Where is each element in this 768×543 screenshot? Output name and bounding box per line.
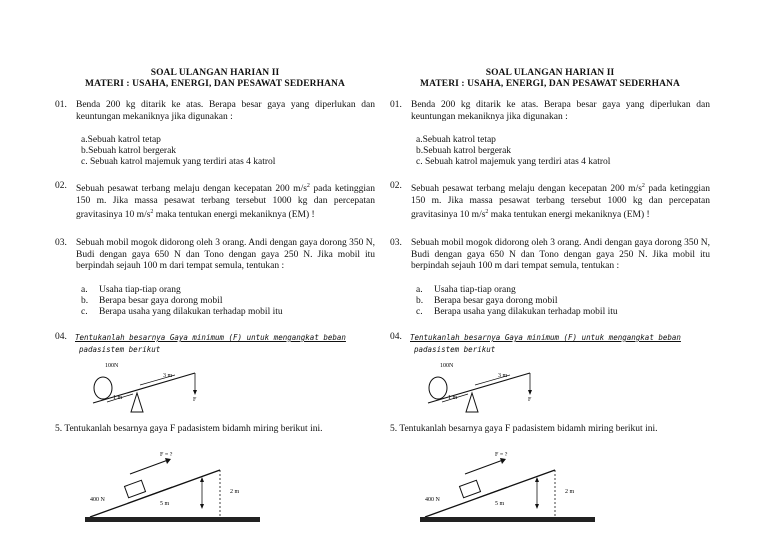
right-arm-label: 3 m <box>498 373 508 379</box>
length-label: 5 m <box>495 501 505 507</box>
option-letter: c. <box>81 307 88 317</box>
question-number: 03. <box>55 238 67 248</box>
ground-hatch <box>420 517 595 522</box>
question-number: 03. <box>390 238 402 248</box>
length-line <box>477 487 507 498</box>
question-3 <box>55 238 375 273</box>
arrow-head <box>535 477 539 482</box>
sheet-title: SOAL ULANGAN HARIAN II <box>485 68 615 78</box>
option-text: Berapa usaha yang dilakukan terhadap mobil itu <box>99 307 283 317</box>
length-label: 5 m <box>160 501 170 507</box>
option-letter: b. <box>81 296 89 306</box>
left-arm-label: 1 m <box>113 395 123 401</box>
load-block <box>459 480 480 497</box>
option-text: Berapa usaha yang dilakukan terhadap mobil itu <box>434 307 618 317</box>
question-text-part: pada ketinggian 150 m. Jika massa pesawat terbang tersebut 1000 kg dan percepatan gravitasinya 10 m/s <box>411 184 710 221</box>
question-text: Sebuah mobil mogok didorong oleh 3 orang. Andi dengan gaya dorong 350 N, Budi dengan gaya 650 N dan Tono dengan gaya 250 N. Jika mobil itu berpindah sejauh 100 m dari tempat semula, tentukan : <box>76 238 375 271</box>
length-line <box>142 487 172 498</box>
left-arm-label: 1 m <box>448 395 458 401</box>
load-weight <box>429 377 447 399</box>
right-arm-label: 3 m <box>163 373 173 379</box>
force-label: F = ? <box>495 452 508 458</box>
option-a: a.Sebuah katrol tetap <box>81 135 161 145</box>
lever-diagram <box>85 355 215 415</box>
question-number: 04. <box>55 332 67 342</box>
question-5 <box>55 424 375 436</box>
question-1 <box>55 100 375 123</box>
question-number: 02. <box>390 181 402 191</box>
force-arrow <box>130 460 168 474</box>
option-letter: a. <box>81 285 88 295</box>
option-b: b.Sebuah katrol bergerak <box>416 146 512 156</box>
question-text-part: maka tentukan energi mekaniknya (EM) ! <box>153 210 315 221</box>
option-letter: c. <box>416 307 423 317</box>
question-number: 01. <box>55 100 67 110</box>
question-text: Benda 200 kg ditarik ke atas. Berapa besar gaya yang diperlukan dan keuntungan mekaniknya jika digunakan : <box>411 100 710 122</box>
option-letter: a. <box>416 285 423 295</box>
weight-label: 400 N <box>90 497 105 503</box>
sheet-subtitle: MATERI : USAHA, ENERGI, DAN PESAWAT SEDERHANA <box>85 79 345 89</box>
superscript: 2 <box>150 209 154 216</box>
option-text: Usaha tiap-tiap orang <box>434 285 516 295</box>
question-2 <box>390 181 710 222</box>
question-text <box>75 332 346 344</box>
arrow-head <box>200 504 204 509</box>
weight-label: 400 N <box>425 497 440 503</box>
option-text: Berapa besar gaya dorong mobil <box>434 296 558 306</box>
fulcrum <box>131 393 143 412</box>
option-text: Usaha tiap-tiap orang <box>99 285 181 295</box>
lever-beam <box>93 373 195 403</box>
question-3 <box>390 238 710 273</box>
question-number: 02. <box>55 181 67 191</box>
ground-hatch <box>85 517 260 522</box>
force-label: F = ? <box>160 452 173 458</box>
superscript: 2 <box>641 183 645 189</box>
question-text: 5. Tentukanlah besarnya gaya F padasistem bidamh miring berikut ini. <box>390 424 658 434</box>
worksheet-sheet <box>55 0 375 543</box>
option-text: Berapa besar gaya dorong mobil <box>99 296 223 306</box>
question-5 <box>390 424 710 436</box>
incline-diagram <box>80 450 270 530</box>
weight-label: 100N <box>440 363 454 369</box>
lever-beam <box>428 373 530 403</box>
option-a: a.Sebuah katrol tetap <box>416 135 496 145</box>
question-2 <box>55 181 375 222</box>
fulcrum <box>466 393 478 412</box>
option-c: c. Sebuah katrol majemuk yang terdiri atas 4 katrol <box>416 157 611 167</box>
question-text-line: padasistem berikut <box>414 345 496 354</box>
force-label: F <box>193 397 197 403</box>
force-arrow <box>465 460 503 474</box>
arrow-head <box>193 390 197 395</box>
question-text: Benda 200 kg ditarik ke atas. Berapa besar gaya yang diperlukan dan keuntungan mekaniknya jika digunakan : <box>76 100 375 122</box>
load-weight <box>94 377 112 399</box>
lever-diagram <box>420 355 550 415</box>
question-text <box>410 332 681 344</box>
arrow-head <box>200 477 204 482</box>
question-text-part: Sebuah pesawat terbang melaju dengan kecepatan 200 m/s <box>76 184 307 195</box>
question-text-part: Sebuah pesawat terbang melaju dengan kecepatan 200 m/s <box>411 184 642 195</box>
question-number: 04. <box>390 332 402 342</box>
force-label: F <box>528 397 532 403</box>
option-letter: b. <box>416 296 424 306</box>
question-text-line: Tentukanlah besarnya Gaya minimum (F) untuk mengangkat beban <box>75 333 346 342</box>
question-text: Sebuah mobil mogok didorong oleh 3 orang. Andi dengan gaya dorong 350 N, Budi dengan gaya 650 N dan Tono dengan gaya 250 N. Jika mobil itu berpindah sejauh 100 m dari tempat semula, tentukan : <box>411 238 710 271</box>
arrow-head <box>535 504 539 509</box>
weight-label: 100N <box>105 363 119 369</box>
question-text: 5. Tentukanlah besarnya gaya F padasistem bidamh miring berikut ini. <box>55 424 323 434</box>
height-label: 2 m <box>230 489 240 495</box>
superscript: 2 <box>485 209 489 216</box>
load-block <box>124 480 145 497</box>
question-text-part: pada ketinggian 150 m. Jika massa pesawat terbang tersebut 1000 kg dan percepatan gravitasinya 10 m/s <box>76 184 375 221</box>
question-number: 01. <box>390 100 402 110</box>
sheet-subtitle: MATERI : USAHA, ENERGI, DAN PESAWAT SEDERHANA <box>420 79 680 89</box>
arrow-head <box>528 390 532 395</box>
height-label: 2 m <box>565 489 575 495</box>
sheet-title: SOAL ULANGAN HARIAN II <box>150 68 280 78</box>
superscript: 2 <box>306 183 310 189</box>
incline-diagram <box>415 450 605 530</box>
option-b: b.Sebuah katrol bergerak <box>81 146 177 156</box>
question-text-part: maka tentukan energi mekaniknya (EM) ! <box>488 210 650 221</box>
question-text-line: Tentukanlah besarnya Gaya minimum (F) untuk mengangkat beban <box>410 333 681 342</box>
option-c: c. Sebuah katrol majemuk yang terdiri atas 4 katrol <box>81 157 276 167</box>
question-1 <box>390 100 710 123</box>
worksheet-sheet <box>390 0 710 543</box>
question-text-line: padasistem berikut <box>79 345 161 354</box>
